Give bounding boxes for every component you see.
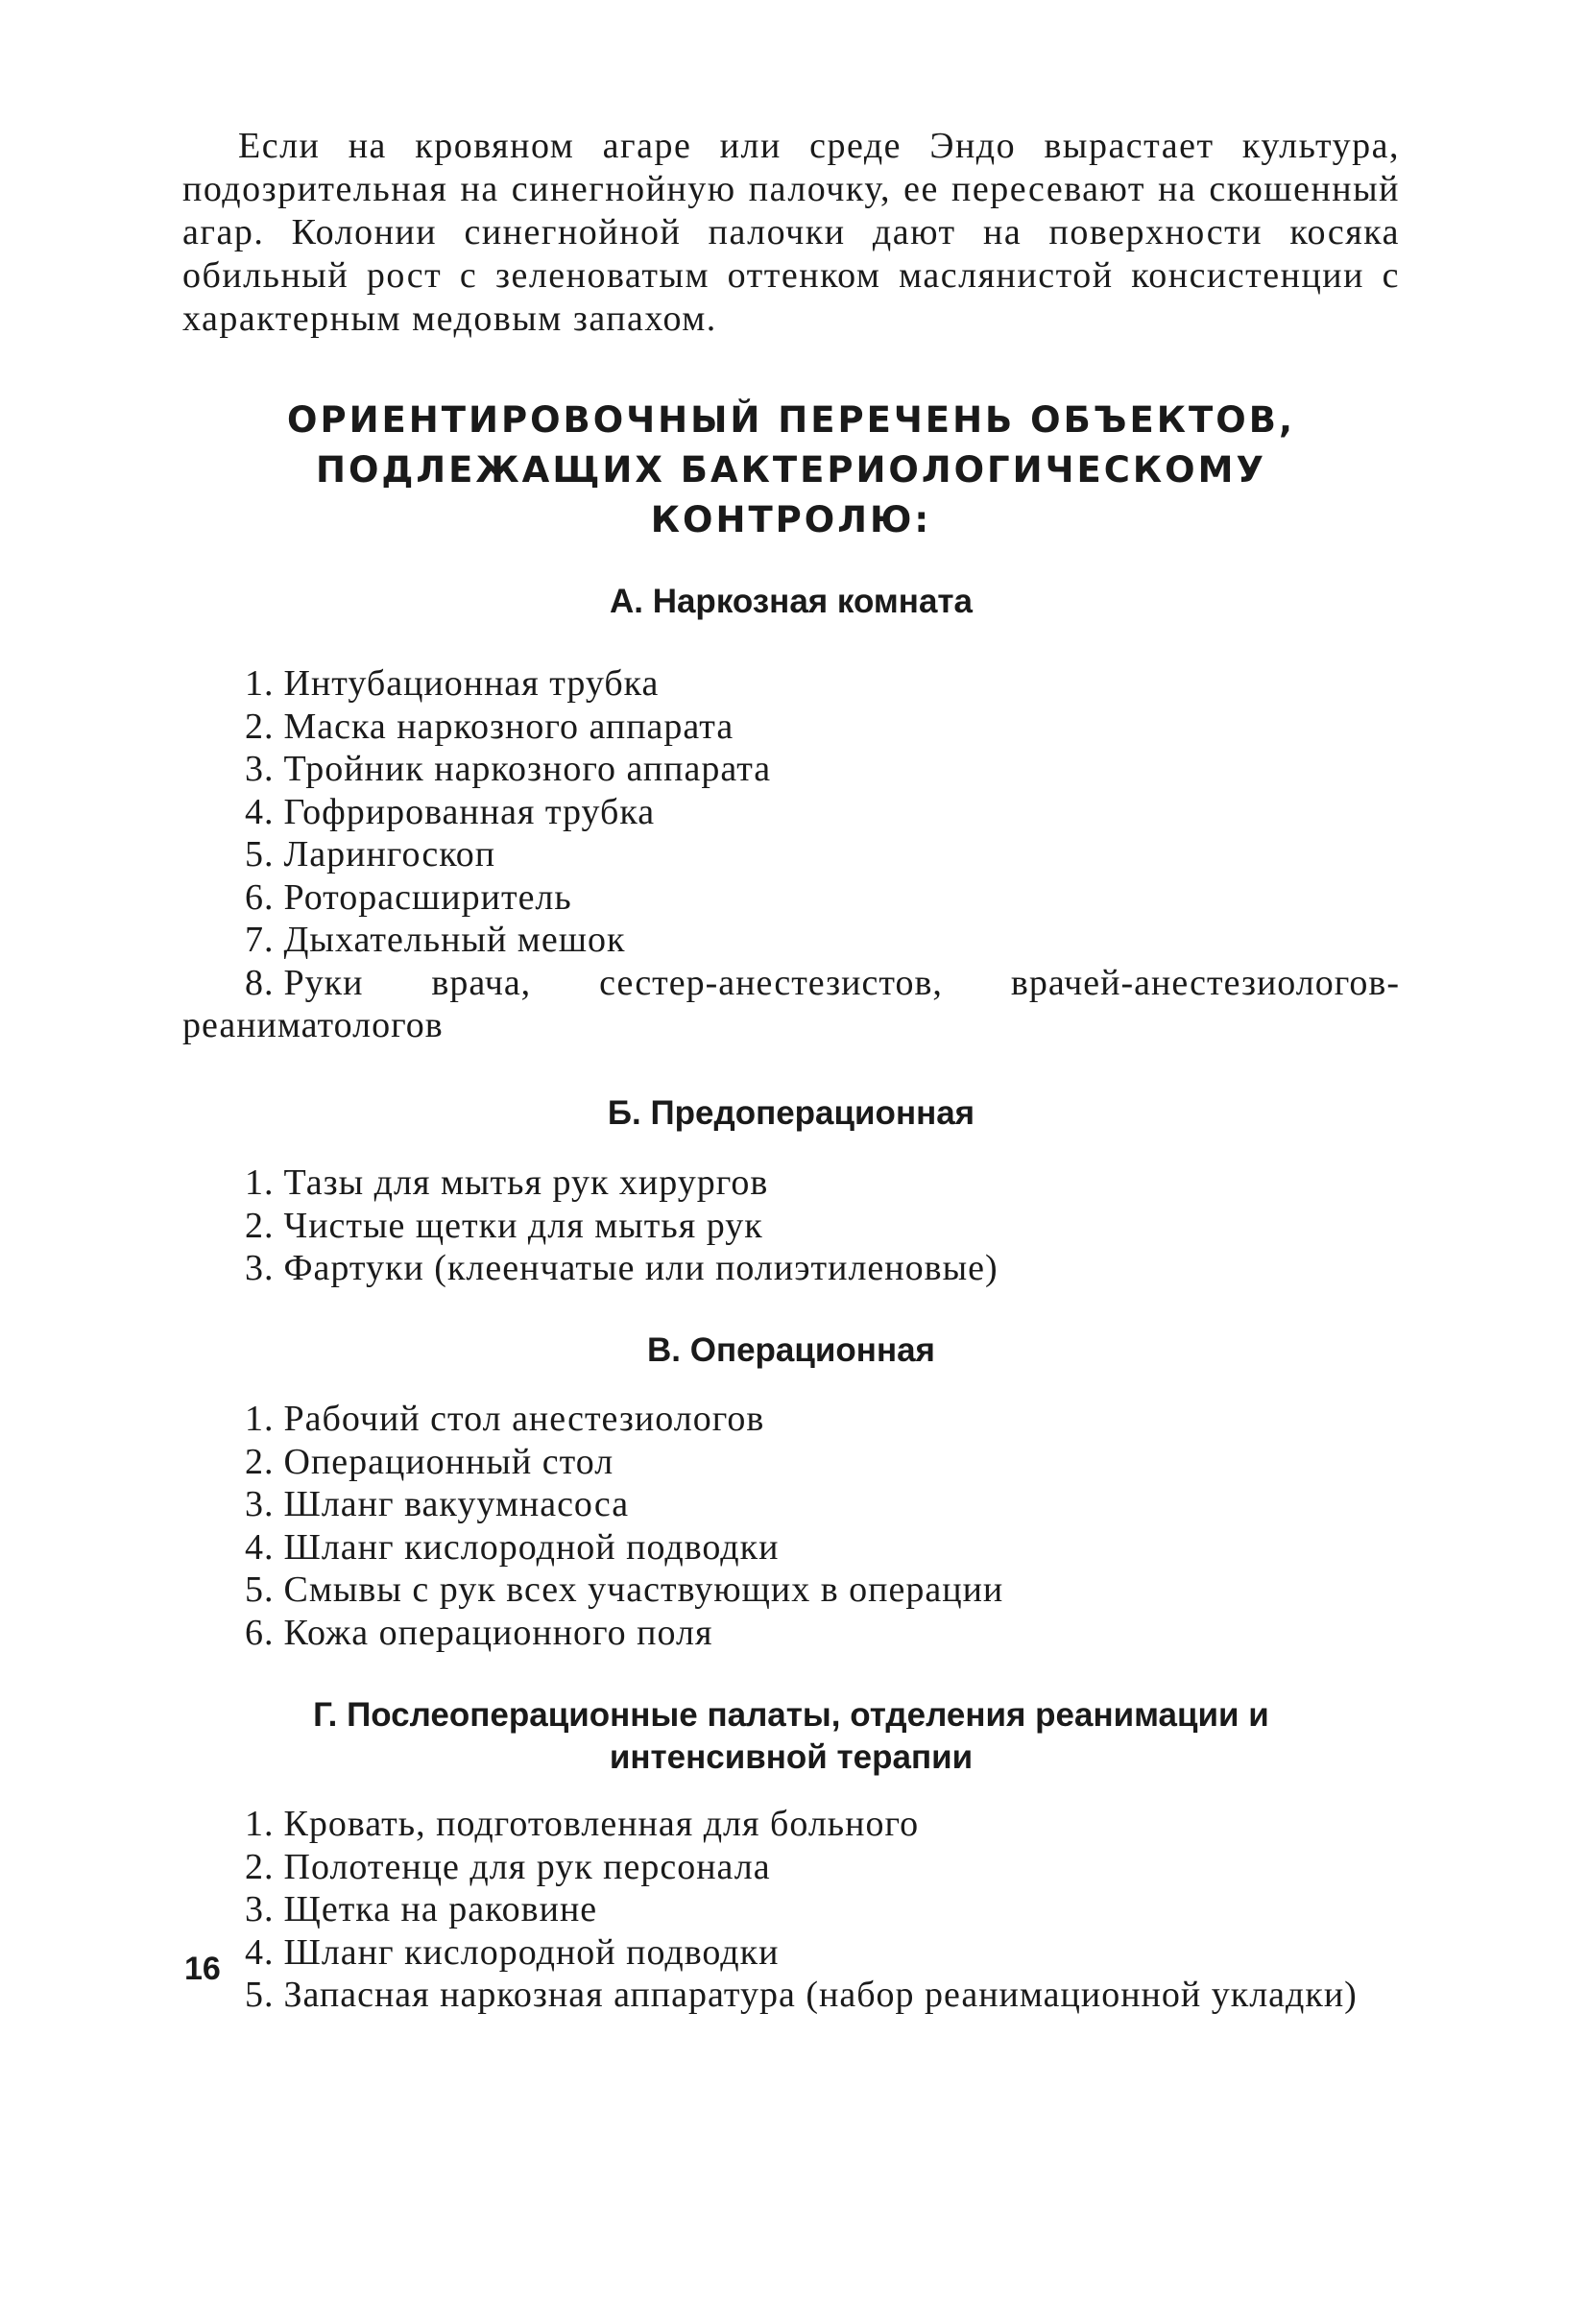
section-title-line: Г. Послеоперационные палаты, отделения реанимации и	[313, 1696, 1269, 1734]
intro-paragraph: Если на кровяном агаре или среде Эндо вырастает культура, подозрительная на синегнойную палочку, ее пересевают на скошенный агар. Колонии синегнойной палочки дают на поверхности косяка обильный рост с зеленоватым оттенком маслянистой консистенции с характерным медовым запахом.	[182, 126, 1400, 339]
list-item: 4. Шланг кислородной подводки	[245, 1526, 780, 1568]
list-item: 2. Маска наркозного аппарата	[245, 706, 734, 747]
list-item: 5. Смывы с рук всех участвующих в операции	[245, 1569, 1004, 1610]
section-list-d	[182, 1803, 1400, 2017]
section-list-a	[182, 662, 1400, 1047]
main-heading	[182, 395, 1400, 545]
list-item: 1. Кровать, подготовленная для больного	[245, 1804, 920, 1844]
section-title-a: А. Наркозная комната	[609, 583, 974, 620]
section-list-b	[182, 1162, 1400, 1290]
list-item: 8. Руки врача, сестер-анестезистов, врачей-анестезиологов-реаниматологов	[182, 962, 1400, 1045]
page-number: 16	[184, 1951, 221, 1987]
section-title-b: Б. Предоперационная	[607, 1094, 975, 1132]
list-item: 4. Гофрированная трубка	[245, 791, 656, 832]
list-item: 5. Ларингоскоп	[245, 834, 496, 874]
list-item: 5. Запасная наркозная аппаратура (набор реанимационной укладки)	[245, 1975, 1358, 2015]
list-item: 1. Рабочий стол анестезиологов	[245, 1399, 765, 1439]
section-title-line: интенсивной терапии	[609, 1738, 974, 1776]
list-item: 6. Роторасширитель	[245, 876, 572, 918]
section-title-d	[182, 1694, 1400, 1779]
list-item: 2. Операционный стол	[245, 1441, 614, 1482]
main-heading-line: ОРИЕНТИРОВОЧНЫЙ ПЕРЕЧЕНЬ ОБЪЕКТОВ,	[287, 399, 1295, 441]
list-item: 1. Тазы для мытья рук хирургов	[245, 1162, 769, 1203]
section-title-c: В. Операционная	[647, 1331, 935, 1369]
list-item: 3. Шланг вакуумнасоса	[245, 1484, 630, 1524]
list-item: 4. Шланг кислородной подводки	[245, 1931, 780, 1973]
list-item: 3. Фартуки (клеенчатые или полиэтиленовые)	[245, 1248, 999, 1288]
list-item: 6. Кожа операционного поля	[245, 1612, 713, 1653]
section-list-c	[182, 1398, 1400, 1654]
list-item: 2. Чистые щетки для мытья рук	[245, 1205, 763, 1246]
main-heading-line: КОНТРОЛЮ:	[650, 499, 932, 540]
list-item: 3. Щетка на раковине	[245, 1889, 598, 1929]
list-item: 7. Дыхательный мешок	[245, 920, 626, 960]
list-item: 2. Полотенце для рук персонала	[245, 1846, 771, 1887]
main-heading-line: ПОДЛЕЖАЩИХ БАКТЕРИОЛОГИЧЕСКОМУ	[316, 449, 1266, 491]
list-item: 1. Интубационная трубка	[245, 663, 660, 704]
list-item: 3. Тройник наркозного аппарата	[245, 749, 772, 789]
